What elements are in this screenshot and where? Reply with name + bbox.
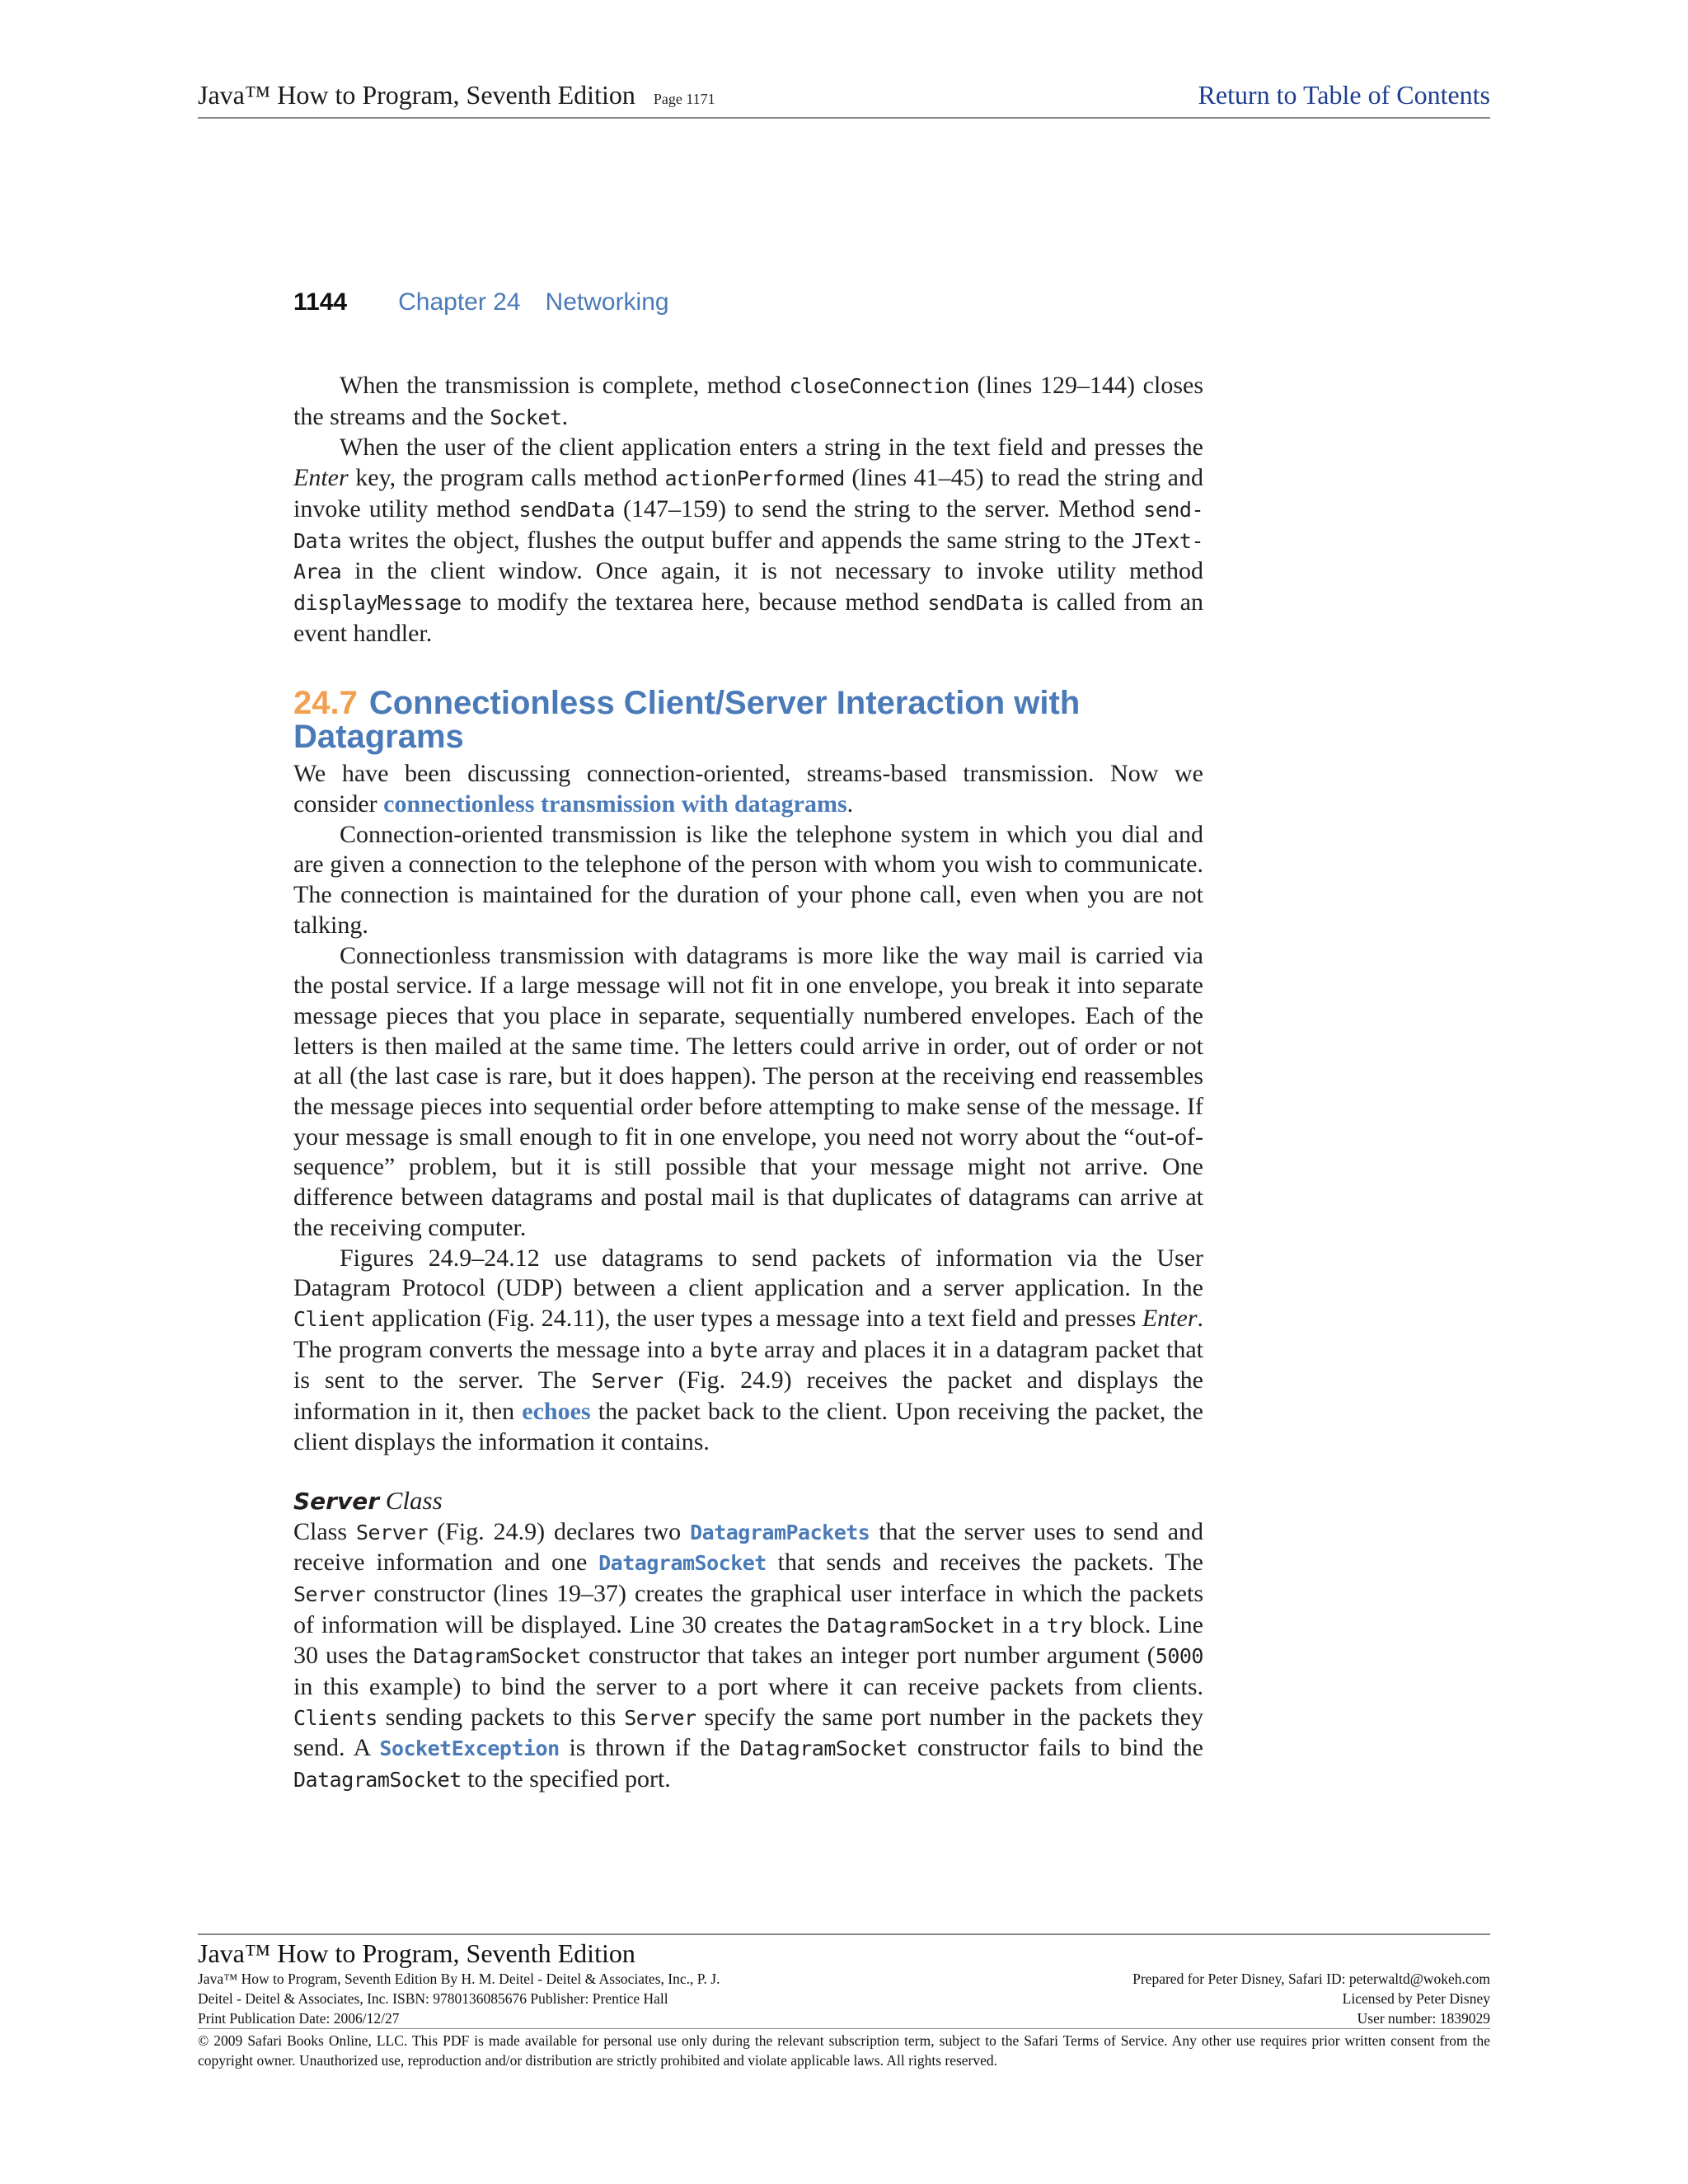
paragraph: Class Server (Fig. 24.9) declares two DatagramPackets that the server uses to send and receive information and one DatagramSocket that sends and receives the packets. The Server constructor (lines 19–37) creates the graphical user interface in which the packets of information will be displayed. Line 30 creates the DatagramSocket in a try block. Line 30 uses the DatagramSocket constructor that takes an integer port number argument (5000 in this example) to bind the server to a port where it can receive packets from clients. Clients sending packets to this Server specify the same port number in the packets they send. A SocketException is thrown if the DatagramSocket constructor fails to bind the DatagramSocket to the specified port. xyxy=(293,1517,1204,1793)
key-term: SocketException xyxy=(379,1736,560,1761)
book-title: Java™ How to Program, Seventh Edition Page 1171 xyxy=(198,80,715,110)
page-number: 1144 xyxy=(293,288,348,316)
footer-row: Deitel - Deitel & Associates, Inc. ISBN: 9780136085676 Publisher: Prentice Hall Licensed by Peter Disney xyxy=(198,1990,1490,2007)
subsection-heading: Server Class xyxy=(293,1485,443,1515)
section-heading xyxy=(293,687,1203,754)
key-term: connectionless transmission with datagrams xyxy=(383,790,847,818)
paragraph: Connectionless transmission with datagrams is more like the way mail is carried via the postal service. If a large message will not fit in one envelope, you break it into separate message pieces that you place in separate, sequentially numbered envelopes. Each of the letters is then mailed at the same time. The letters could arrive in order, out of order or not at all (the last case is rare, but it does happen). The person at the receiving end reassembles the message pieces into sequential order before attempting to make sense of the message. If your message is small enough to fit in one envelope, you need not worry about the “out-of-sequence” problem, but it is still possible that your message might not arrive. One difference between datagrams and postal mail is that duplicates of datagrams can arrive at the receiving computer. xyxy=(293,941,1203,1241)
footer-row: Java™ How to Program, Seventh Edition By H. M. Deitel - Deitel & Associates, Inc., P. J. Prepared for Peter Disney, Safari ID: peterwaltd@wokeh.com xyxy=(198,1971,1490,1987)
paragraph: We have been discussing connection-oriented, streams-based transmission. Now we consider connectionless transmission with datagrams. xyxy=(293,760,1203,818)
footer-title: Java™ How to Program, Seventh Edition xyxy=(198,1938,635,1968)
table-of-contents-link[interactable]: Return to Table of Contents xyxy=(1198,80,1490,110)
paragraph: Connection-oriented transmission is like the telephone system in which you dial and are given a connection to the telephone of the person with whom you wish to communicate. The connection is maintained for the duration of your phone call, even when you are not talking. xyxy=(293,820,1203,939)
paragraph: When the transmission is complete, method closeConnection (lines 129–144) closes the streams and the Socket. xyxy=(293,372,1203,430)
key-term: echoes xyxy=(522,1398,591,1426)
page-label: Page 1171 xyxy=(653,91,715,107)
chapter-label: Chapter 24 xyxy=(398,288,521,316)
page-header xyxy=(198,76,1490,119)
chapter-title: Networking xyxy=(545,288,669,316)
page-body xyxy=(293,371,1203,1796)
section-title: Connectionless Client/Server Interaction with Datagrams xyxy=(293,685,1081,756)
running-head xyxy=(293,288,669,316)
key-term: DatagramSocket xyxy=(598,1551,767,1576)
copyright-notice: © 2009 Safari Books Online, LLC. This PDF is made available for personal use only during the relevant subscription term, subject to the Safari Terms of Service. Any other use requires prior written consent from the copyright owner. Unauthorized use, reproduction and/or distribution are strictly prohibited and violate applicable laws. All rights reserved. xyxy=(198,2032,1490,2069)
footer-row: Print Publication Date: 2006/12/27 User number: 1839029 xyxy=(198,2008,1490,2029)
page-footer xyxy=(198,1933,1490,2070)
key-term: DatagramPackets xyxy=(690,1520,870,1544)
section-number: 24.7 xyxy=(293,685,358,722)
paragraph: When the user of the client application enters a string in the text field and presses the Enter key, the program calls method actionPerformed (lines 41–45) to read the string and invoke utility method sendData (147–159) to send the string to the server. Method send-Data writes the object, flushes the output buffer and appends the same string to the JText-Area in the client window. Once again, it is not necessary to invoke utility method displayMessage to modify the textarea here, because method sendData is called from an event handler. xyxy=(293,434,1204,647)
paragraph: Figures 24.9–24.12 use datagrams to send packets of information via the User Datagram Protocol (UDP) between a client application and a server application. In the Client application (Fig. 24.11), the user types a message into a text field and presses Enter. The program converts the message into a byte array and places it in a datagram packet that is sent to the server. The Server (Fig. 24.9) receives the packet and displays the information in it, then echoes the packet back to the client. Upon receiving the packet, the client displays the information it contains. xyxy=(293,1244,1203,1455)
